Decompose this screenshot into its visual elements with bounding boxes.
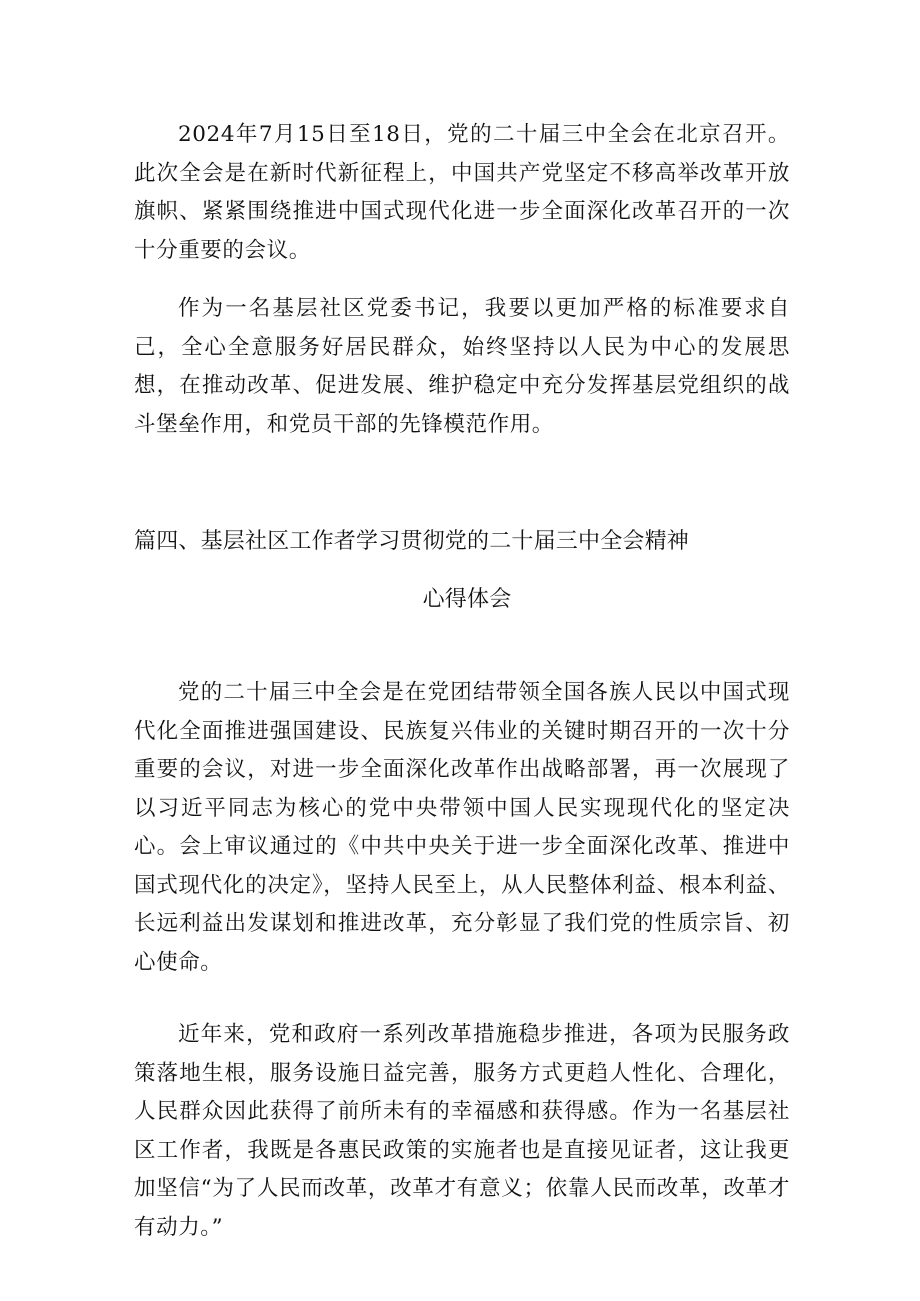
section-heading-line2: 心得体会 <box>422 587 512 612</box>
paragraph-plenum-intro: 2024年7月15日至18日，党的二十届三中全会在北京召开。此次全会是在新时代新征程上，中国共产党坚定不移高举改革开放旗帜、紧紧围绕推进中国式现代化进一步全面深化改革召开的一次十分重要的会议。 <box>134 122 790 263</box>
paragraph-party-secretary: 作为一名基层社区党委书记，我要以更加严格的标准要求自己，全心全意服务好居民群众，始终坚持以人民为中心的发展思想，在推动改革、促进发展、维护稳定中充分发挥基层党组织的战斗堡垒作用，和党员干部的先锋模范作用。 <box>134 296 790 437</box>
paragraph-plenum-significance: 党的二十届三中全会是在党团结带领全国各族人民以中国式现代化全面推进强国建设、民族复兴伟业的关键时期召开的一次十分重要的会议，对进一步全面深化改革作出战略部署，再一次展现了以习近平同志为核心的党中央带领中国人民实现现代化的坚定决心。会上审议通过的《中共中央关于进一步全面深化改革、推进中国式现代化的决定》，坚持人民至上，从人民整体利益、根本利益、长远利益出发谋划和推进改革，充分彰显了我们党的性质宗旨、初心使命。 <box>134 680 790 975</box>
paragraph-reform-measures: 近年来，党和政府一系列改革措施稳步推进，各项为民服务政策落地生根，服务设施日益完善，服务方式更趋人性化、合理化，人民群众因此获得了前所未有的幸福感和获得感。作为一名基层社区工作者，我既是各惠民政策的实施者也是直接见证者，这让我更加坚信“为了人民而改革，改革才有意义；依靠人民而改革，改革才有动力。” <box>134 1022 790 1240</box>
section-heading-line1: 篇四、基层社区工作者学习贯彻党的二十届三中全会精神 <box>134 529 690 554</box>
